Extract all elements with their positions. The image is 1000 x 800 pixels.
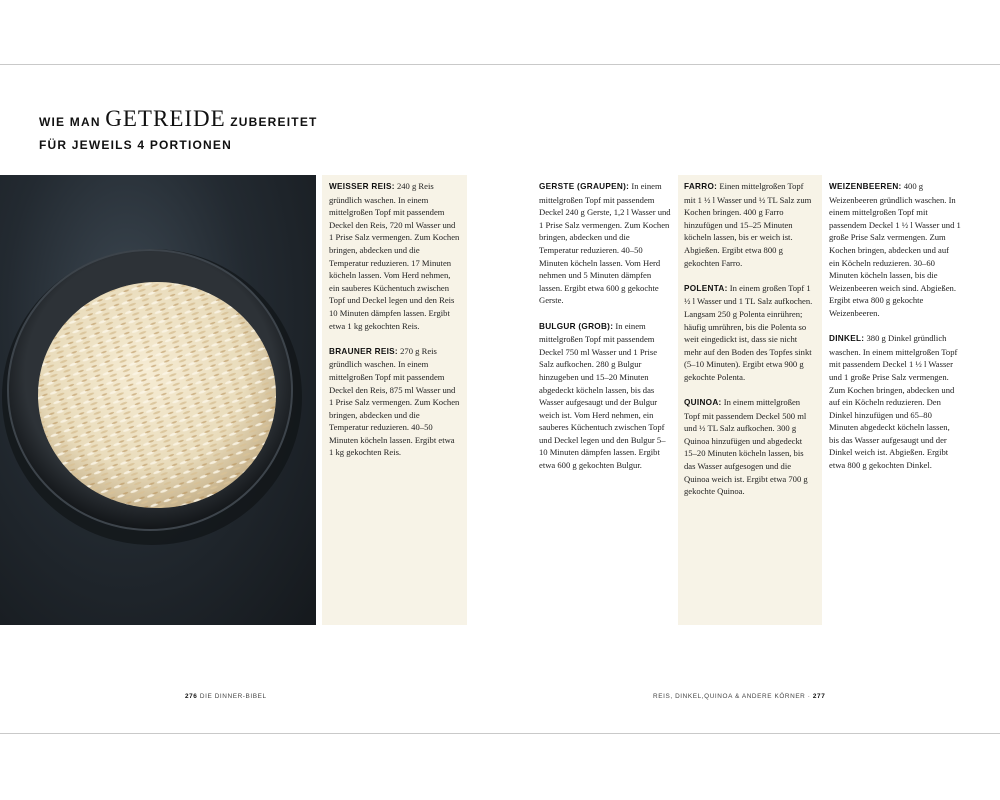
- footer-right: REIS, DINKEL,QUINOA & ANDERE KÖRNER · 277: [653, 693, 826, 700]
- page-heading: [39, 106, 318, 152]
- recipe-name: QUINOA:: [684, 398, 722, 408]
- recipe-quinoa: [684, 396, 816, 498]
- recipe-weisser-reis: [329, 180, 461, 332]
- recipe-text: Einen mittelgroßen Topf mit 1 ½ l Wasser und ½ TL Salz zum Kochen bringen. 400 g Farro hinzufügen und 15–25 Minuten köcheln lassen, bis er weich ist. Abgießen. Ergibt etwa 800 g gekochten Farro.: [684, 181, 812, 268]
- recipe-column-2: [539, 180, 671, 484]
- recipe-farro: [684, 180, 816, 269]
- recipe-text: In einem mittelgroßen Topf mit passendem Deckel 240 g Gerste, 1,2 l Wasser und 1 Prise Salz vermengen. Zum Kochen bringen, abdecken und die Temperatur reduzieren. 40–50 Minuten köcheln lassen. Vom Herd nehmen und 5 Minuten dämpfen lassen. Ergibt etwa 600 g gekochte Gerste.: [539, 181, 671, 306]
- recipe-gerste: [539, 180, 671, 307]
- heading-subtitle: FÜR JEWEILS 4 PORTIONEN: [39, 138, 232, 152]
- recipe-name: BRAUNER REIS:: [329, 346, 398, 356]
- recipe-brauner-reis: [329, 345, 461, 459]
- recipe-name: GERSTE (GRAUPEN):: [539, 182, 630, 191]
- recipe-name: WEIZENBEEREN:: [829, 182, 902, 191]
- recipe-name: BULGUR (GROB):: [539, 321, 614, 331]
- footer-chapter-title: REIS, DINKEL,QUINOA & ANDERE KÖRNER: [653, 693, 806, 700]
- recipe-name: WEISSER REIS:: [329, 182, 395, 191]
- recipe-column-4: [829, 180, 961, 484]
- recipe-name: POLENTA:: [684, 283, 728, 293]
- recipe-text: 240 g Reis gründlich waschen. In einem mittelgroßen Topf mit passendem Deckel den Reis, 720 ml Wasser und 1 Prise Salz vermengen. Zum Kochen bringen, abdecken und die Temperatur reduzieren. 17 Minuten köcheln lassen. Vom Herd nehmen, ein sauberes Küchentuch zwischen Topf und Deckel legen und den Reis 10 Minuten dämpfen lassen. Ergibt etwa 1 kg gekochten Reis.: [329, 181, 460, 331]
- heading-title: [39, 106, 318, 132]
- recipe-text: 270 g Reis gründlich waschen. In einem mittelgroßen Topf mit passendem Deckel den Reis, 875 ml Wasser und 1 Prise Salz vermengen. Zum Kochen bringen, abdecken und die Temperatur reduzieren. 40–50 Minuten köcheln lassen. Ergibt etwa 1 kg gekochten Reis.: [329, 345, 460, 458]
- rice-bowl-photo: [0, 175, 316, 625]
- recipe-column-3: [684, 180, 816, 510]
- recipe-text: 380 g Dinkel gründlich waschen. In einem mittelgroßen Topf mit passendem Deckel 1 ½ l Wasser und 1 große Prise Salz vermengen. Zum Kochen bringen, abdecken und auf ein Köcheln reduzieren. Den Dinkel hinzufügen und 65–80 Minuten abgedeckt köcheln lassen, bis das Wasser aufgesaugt und der Dinkel weich ist. Abgießen. Ergibt etwa 800 g gekochten Dinkel.: [829, 333, 958, 471]
- heading-pre: WIE MAN: [39, 115, 106, 129]
- rice-bowl-illustration: [0, 175, 316, 625]
- recipe-text: In einem mittelgroßen Topf mit passendem Deckel 500 ml und ½ TL Salz aufkochen. 300 g Quinoa hinzufügen und abgedeckt 15–20 Minuten köcheln lassen, bis das Wasser aufgesogen und die Quinoa weich ist. Ergibt etwa 700 g gekochte Quinoa.: [684, 397, 808, 497]
- recipe-text: 400 g Weizenbeeren gründlich waschen. In einem mittelgroßen Topf mit passendem Deckel 1 ½ l Wasser und 1 große Prise Salz vermengen. Zum Kochen bringen, abdecken und auf ein Köcheln reduzieren. 30–60 Minuten köcheln lassen, bis die Weizenbeeren weich sind. Abgießen. Ergibt etwa 800 g gekochte Weizenbeeren.: [829, 181, 961, 318]
- recipe-column-1: [329, 180, 461, 472]
- recipe-polenta: [684, 282, 816, 384]
- recipe-text: In einem großen Topf 1 ½ l Wasser und 1 TL Salz aufkochen. Langsam 250 g Polenta einrühren; häufig umrühren, bis die Polenta so weit eingedickt ist, dass sie nicht mehr auf den Boden des Topfes sinkt (5–10 Minuten). Ergibt etwa 900 g gekochte Polenta.: [684, 282, 813, 382]
- heading-keyword: GETREIDE: [105, 106, 226, 131]
- recipe-name: DINKEL:: [829, 334, 865, 344]
- page-number-right: 277: [812, 693, 826, 700]
- recipe-dinkel: [829, 332, 961, 472]
- footer-book-title: DIE DINNER-BIBEL: [199, 693, 267, 700]
- footer-left: [185, 693, 267, 700]
- recipe-name: FARRO:: [684, 182, 718, 191]
- recipe-bulgur: [539, 320, 671, 472]
- recipe-weizenbeeren: [829, 180, 961, 320]
- page-number-left: 276: [185, 693, 198, 700]
- heading-post: ZUBEREITET: [225, 115, 318, 129]
- recipe-text: In einem mittelgroßen Topf mit passendem Deckel 750 ml Wasser und 1 Prise Salz aufkochen. 280 g Bulgur hinzugeben und 15–20 Minuten abgedeckt köcheln lassen, bis das Wasser aufgesaugt und der Bulgur weich ist. Vom Herd nehmen, ein sauberes Küchentuch zwischen Topf und Deckel legen und den Bulgur 5–10 Minuten dämpfen lassen. Ergibt etwa 600 g gekochten Bulgur.: [539, 320, 666, 471]
